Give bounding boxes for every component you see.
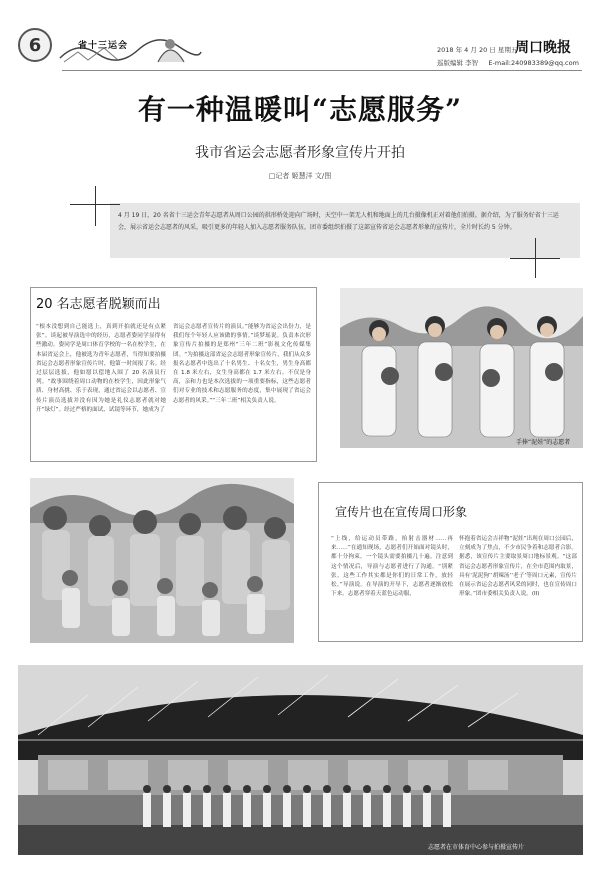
stadium-photo-caption: 志愿者在市体育中心参与拍摄宣传片 [428, 844, 525, 851]
section1-column-2: 省运会志愿者宣传片的演员。”能够为省运会出份力，是我们每个年轻人应该做的事情。”谈梦瑶说。负责本次形象宣传片拍摄的是郑州“三年二班”影视文化传媒集团。“为拍摄这部省运会志愿者形象宣传片，我们从众多报名志愿者中选出了十名男生、十名女生，男生身高都在 1.8 米左右，女生身高都在 1.7 米左右。不仅是身高，亲和力也是本次选拔的一项重要指标，这些志愿者们对专业的技术和志愿服务的态度，集中展现了省运会志愿者的风采。”“三年二班”相关负责人说。 [173, 324, 311, 404]
article-subtitle: 我市省运会志愿者形象宣传片开拍 [195, 145, 405, 161]
article-byline: □记者 姬慧洋 文/图 [268, 172, 332, 180]
lead-paragraph: 4 月 19 日，20 名省十三运会青年志愿者从周口公园的拱形桥处迎向广场时，天空中一架无人机和地面上的几台摄像机正对着他们拍摄。据介绍，为了服务好省十三运会，展示省运会志愿者的风采，吸引更多的年轻人加入志愿者服务队伍，团市委组织拍摄了这部宣传省运会志愿者形象的宣传片，全片时长约 5 分钟。 [118, 212, 559, 231]
section2-column-1: “上线，给运动员带路，抬射击器材……再来……”在通知现场，志愿者们开始面对镜头时，都十分拘束，一个镜头需要拍摄几十遍。注意到这个情况后，导演与志愿者进行了沟通。“别紧张，这些工作其实都是你们的日常工作，放轻松。”导演说。在导演的开导下，志愿者逐渐放松下来。志愿者穿着天蓝色运动服， [331, 536, 453, 598]
editor-line: 巡版编辑 李智 [437, 59, 479, 67]
editor-email-line [437, 58, 579, 67]
section2-heading: 宣传片也在宣传周口形象 [335, 505, 468, 519]
volunteers-photo [340, 288, 583, 448]
crowd-photo [30, 478, 294, 643]
crosshair-mark [95, 186, 96, 226]
article-title: 有一种温暖叫“志愿服务” [137, 93, 463, 126]
masthead: 周口晚报 [515, 40, 571, 56]
crowd-photo-image [30, 478, 294, 643]
stadium-photo [18, 665, 583, 855]
header-divider [62, 70, 582, 71]
crosshair-mark [535, 238, 536, 278]
stadium-photo-image [18, 665, 583, 855]
section-logo-text: 省十三运会 [78, 41, 129, 51]
section1-column-1: “根本没想到自己能选上，真到开拍就还是有点紧张”。谈起被导演选中的经历，志愿者姿同学显得有些激动。姿同学是周口体育学校的一名在校学生，在本届省运会上，他被选为青年志愿者，当得知要拍摄省运会志愿者形象宣传片时，他第一时间报了名。经过层层选拔，他如愿以偿地入围了 20 名演员行列。“故事围绕着周口动物的在校学生，因此形象气质、身材高挑、乐于表现，通过省运会以志愿者、宣传片演员选拔并没有因为她是礼仪志愿者就对她开“绿灯”。经过严格的面试、试镜等环节，她成为了 [36, 324, 166, 413]
email-line: E-mail:240983389@qq.com [488, 59, 579, 67]
section1-heading: 20 名志愿者脱颖而出 [36, 297, 161, 312]
page-header [0, 0, 600, 70]
volunteers-photo-image [340, 288, 583, 448]
page-number-badge: 6 [18, 28, 52, 62]
date-line: 2018 年 4 月 20 日 星期五 [437, 46, 518, 54]
section2-column-2: 怀抱着省运会吉祥物“泥娃”出现在周口公园后，立刻成为了焦点，不少市民争着和志愿者合影。据悉，该宣传片主要取景周口地标景观。“这部省运会志愿者形象宣传片，在全市范围内取景，具有‘泥泥狗’‘胡辣汤’‘老子’等周口元素，宣传片在展示省运会志愿者风采的同时，也在宣传周口形象。”团市委相关负责人说。(II) [459, 536, 577, 598]
volunteers-photo-caption: 手捧“泥娃”的志愿者 [516, 439, 571, 446]
